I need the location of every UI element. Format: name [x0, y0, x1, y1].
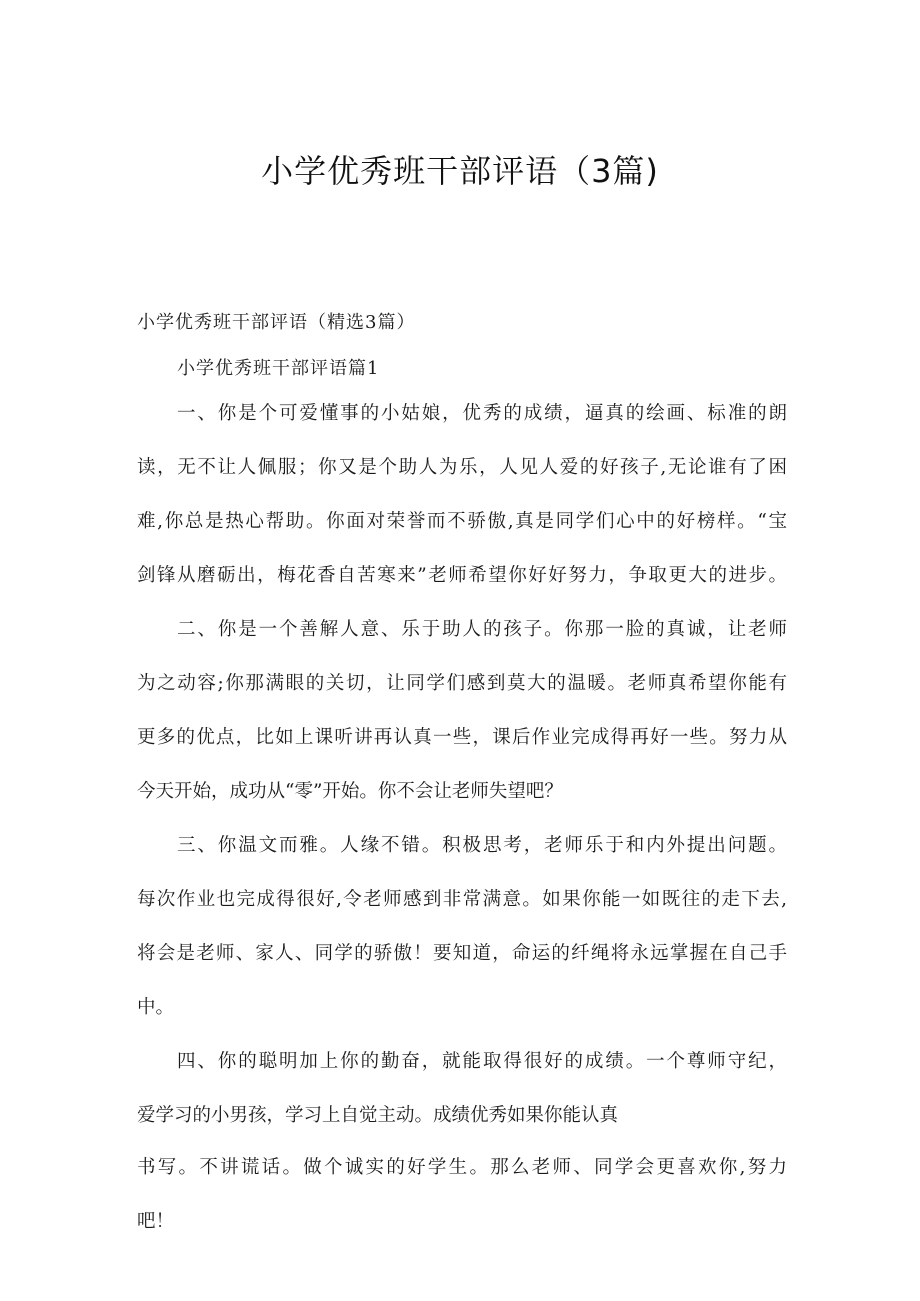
- paragraph-line: 爱学习的小男孩，学习上自觉主动。成绩优秀如果你能认真: [137, 1105, 619, 1126]
- paragraph-line: 书写。不讲谎话。做个诚实的好学生。那么老师、同学会更喜欢你,努力: [137, 1157, 787, 1178]
- paragraph-line: 难,你总是热心帮助。你面对荣誉而不骄傲,真是同学们心中的好榜样。“宝: [137, 511, 787, 532]
- paragraph-line: 一、你是个可爱懂事的小姑娘，优秀的成绩，逼真的绘画、标准的朗: [177, 403, 787, 424]
- paragraph-5: [137, 1141, 787, 1249]
- paragraph-line: 为之动容;你那满眼的关切，让同学们感到莫大的温暖。老师真希望你能有: [137, 673, 787, 694]
- paragraph-line: 更多的优点，比如上课听讲再认真一些，课后作业完成得再好一些。努力从: [137, 727, 787, 748]
- paragraph-line: 四、你的聪明加上你的勤奋，就能取得很好的成绩。一个尊师守纪，: [177, 1051, 787, 1072]
- paragraph-line: 三、你温文而雅。人缘不错。积极思考，老师乐于和内外提出问题。: [177, 835, 787, 856]
- paragraph-line: 二、你是一个善解人意、乐于助人的孩子。你那一脸的真诚，让老师: [177, 619, 787, 640]
- paragraph-line: 每次作业也完成得很好,令老师感到非常满意。如果你能一如既往的走下去,: [137, 889, 787, 910]
- paragraph-3: [137, 819, 787, 1035]
- paragraph-line: 中。: [137, 997, 175, 1018]
- paragraph-line: 今天开始，成功从“零”开始。你不会让老师失望吧？: [137, 781, 563, 802]
- document-subtitle: 小学优秀班干部评语（精选3篇）: [137, 312, 416, 333]
- paragraph-2: [137, 603, 787, 819]
- paragraph-4: [137, 1035, 787, 1143]
- paragraph-line: 读，无不让人佩服；你又是个助人为乐，人见人爱的好孩子,无论谁有了困: [137, 457, 787, 478]
- paragraph-1: [137, 387, 787, 603]
- document-title: 小学优秀班干部评语（3篇): [261, 152, 659, 190]
- paragraph-line: 将会是老师、家人、同学的骄傲！要知道，命运的纤绳将永远掌握在自己手: [137, 943, 787, 964]
- paragraph-line: 吧！: [137, 1211, 175, 1232]
- section-heading: 小学优秀班干部评语篇1: [177, 358, 380, 379]
- paragraph-line: 剑锋从磨砺出，梅花香自苦寒来”老师希望你好好努力，争取更大的进步。: [137, 565, 787, 586]
